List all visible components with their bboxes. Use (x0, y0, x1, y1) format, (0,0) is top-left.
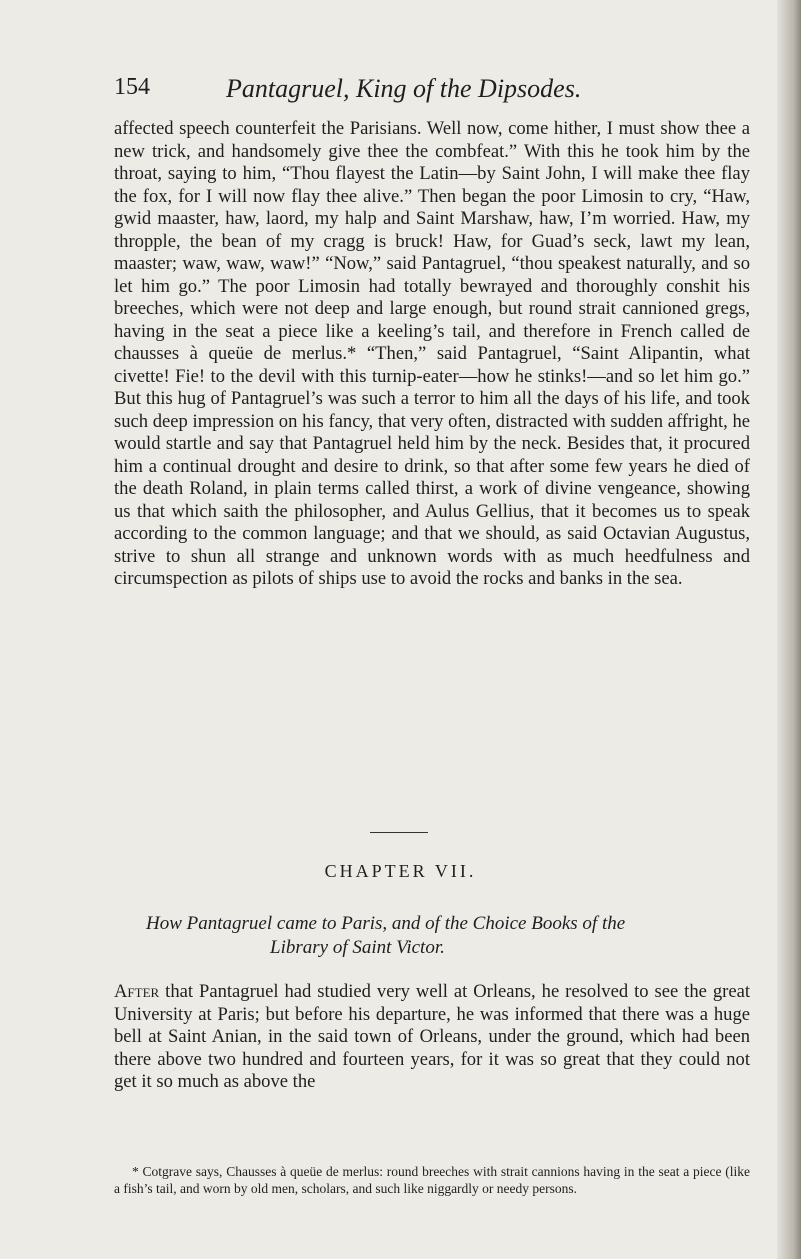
page-number: 154 (114, 74, 150, 100)
body-paragraph (114, 118, 750, 591)
chapter-title-line-1: How Pantagruel came to Paris, and of the Choice Books of the (146, 913, 626, 934)
chapter-title (146, 912, 766, 960)
body-paragraph-text: affected speech counterfeit the Parisians. Well now, come hither, I must show thee a new trick, and handsomely give thee the combfeat.” With this he took him by the throat, saying to him, “Thou flayest the Latin—by Saint John, I will make thee flay the fox, for I will now flay thee alive.” Then began the poor Limosin to cry, “Haw, gwid maaster, haw, laord, my halp and Saint Marshaw, haw, I’m worried. Haw, my thropple, the bean of my cragg is bruck! Haw, for Guad’s seck, lawt my lean, maaster; waw, waw, waw!” “Now,” said Pantagruel, “thou speakest naturally, and so let him go.” The poor Limosin had totally bewrayed and thoroughly conshit his breeches, which were not deep and large enough, but round strait cannioned gregs, having in the seat a piece like a keeling’s tail, and therefore in French called de chausses à queüe de merlus.* “Then,” said Pantagruel, “Saint Alipantin, what civette! Fie! to the devil with this turnip-eater—how he stinks!—and so let him go.” But this hug of Pantagruel’s was such a terror to him all the days of his life, and took such deep impression on his fancy, that very often, distracted with sudden affright, he would startle and say that Pantagruel held him by the neck. Besides that, it procured him a continual drought and desire to drink, so that after some few years he died of the death Roland, in plain terms called thirst, a work of divine vengeance, showing us that which saith the philosopher, and Aulus Gellius, that it becomes us to speak according to the common language; and that we should, as said Octavian Augustus, strive to shun all strange and unknown words with as much heedfulness and circumspection as pilots of ships use to avoid the rocks and banks in the sea. (114, 118, 750, 589)
section-divider (370, 832, 428, 833)
chapter-title-line-2: Library of Saint Victor. (270, 937, 445, 958)
chapter-paragraph (114, 981, 750, 1094)
chapter-paragraph-text: that Pantagruel had studied very well at Orleans, he resolved to see the great University at Paris; but before his departure, he was informed that there was a huge bell at Saint Anian, in the said town of Orleans, under the ground, which had been there above two hundred and fourteen years, for it was so great that they could not get it so much as above the (114, 981, 750, 1092)
page-edge-shadow (777, 0, 801, 1259)
footnote-text: * Cotgrave says, Chausses à queüe de merlus: round breeches with strait cannions having in the seat a piece (like a fish’s tail, and worn by old men, scholars, and such like niggardly or needy persons. (114, 1164, 750, 1196)
chapter-opening-word: After (114, 981, 160, 1002)
running-title: Pantagruel, King of the Dipsodes. (226, 74, 582, 103)
chapter-heading: CHAPTER VII. (324, 861, 477, 881)
footnote (114, 1164, 750, 1197)
page-header (114, 74, 634, 108)
